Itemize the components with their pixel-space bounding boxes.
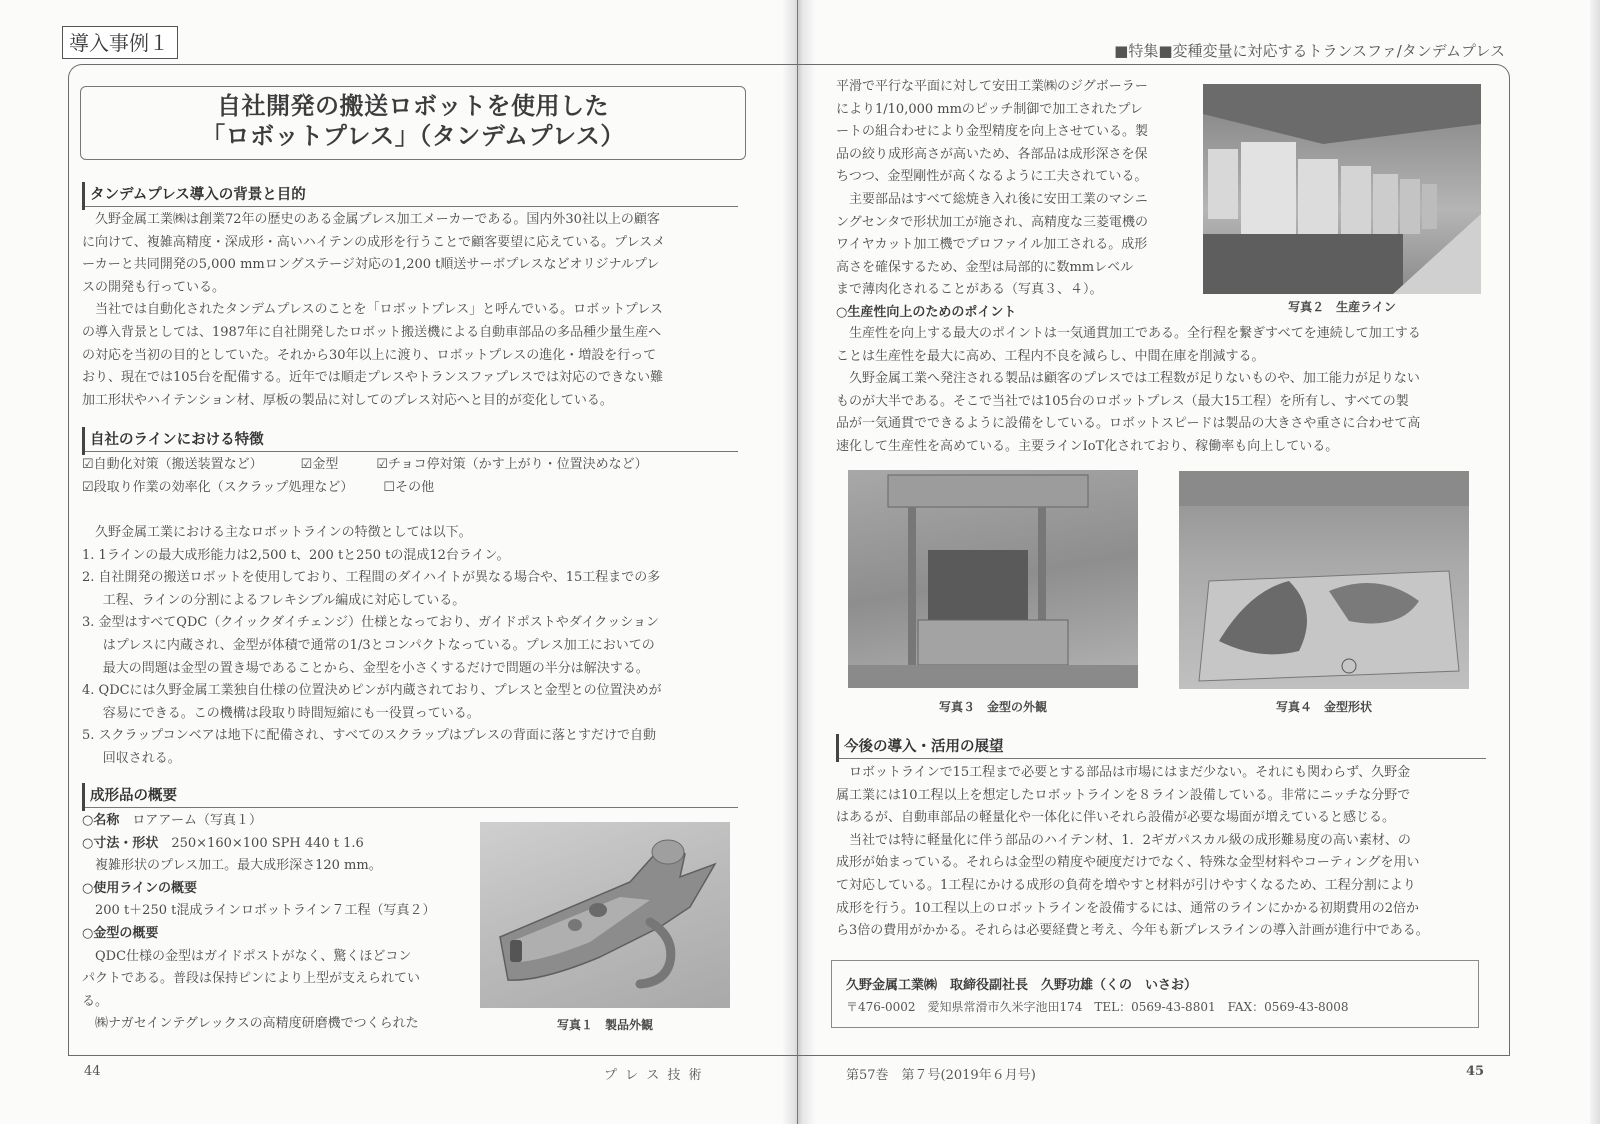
text-line: て対応している。1工程にかける成形の負荷を増やすと材料が引けやすくなるため、工程分割により: [836, 877, 1416, 893]
text-line: ものが大半である。そこで当社では105台のロボットプレス（最大15工程）を所有し、すべての製: [836, 393, 1409, 409]
production-line-illustration: [1203, 84, 1481, 294]
text-line: 生産性を向上する最大のポイントは一気通貫加工である。全行程を繋ぎすべてを連続して加工する: [836, 326, 1421, 341]
text-line: ロボットラインで15工程まで必要とする部品は市場にはまだ少ない。それにも関わらず、久野金: [836, 765, 1411, 780]
author-contact-box: [831, 960, 1479, 1028]
checkbox-checked-icon: ☑: [300, 457, 313, 472]
right-page-number: 45: [1466, 1064, 1485, 1079]
section-heading-outlook: 今後の導入・活用の展望: [836, 736, 1486, 759]
checklist-item: 段取り作業の効率化（スクラップ処理など）: [93, 479, 354, 495]
text-line: 平滑で平行な平面に対して安田工業㈱のジグボーラー: [836, 79, 1148, 94]
photo-1-product: [480, 822, 730, 1008]
page-edge-shadow: [1590, 0, 1600, 1124]
text-line: ーカーと共同開発の5,000 mmロングステージ対応の1,200 t順送サーボプレスなどオリジナルプレ: [82, 257, 660, 273]
photo-1-caption: 写真１ 製品外観: [556, 1018, 653, 1032]
text-line: ㈱ナガセインテグレックスの高精度研磨機でつくられた: [82, 1016, 419, 1032]
text-line: 速化して生産性を高めている。主要ラインIoT化されており、稼働率も向上している。: [836, 438, 1339, 454]
text-line: おり、現在では105台を配備する。近年では順走プレスやトランスファプレスでは対応のできない難: [82, 370, 664, 386]
text-line: 主要部品はすべて総焼き入れ後に安田工業のマシニ: [836, 191, 1148, 207]
photo-3-die-exterior: [848, 470, 1138, 688]
list-item: 2. 自社開発の搬送ロボットを使用しており、工程間のダイハイトが異なる場合や、15工程までの多: [82, 570, 661, 586]
checklist-item: チョコ停対策（かす上がり・位置決めなど）: [388, 457, 648, 472]
text-line: スの開発も行っている。: [82, 279, 226, 295]
die-shape-illustration: [1179, 471, 1469, 689]
text-line: QDC仕様の金型はガイドポストがなく、驚くほどコン: [82, 948, 412, 964]
running-head: ■特集■変種変量に対応するトランスファ/タンデムプレス: [1114, 42, 1505, 60]
list-item: 3. 金型はすべてQDC（クイックダイチェンジ）仕様となっており、ガイドポストやダイクッション: [82, 615, 659, 631]
text-line: 品の絞り成形高さが高いため、各部品は成形深さを保: [836, 146, 1148, 162]
text-line: ら3倍の費用がかかる。それらは必要経費と考え、今年も新プレスラインの導入計画が進行中である。: [836, 923, 1429, 939]
background-paragraph: [82, 209, 732, 412]
list-item-continued: 工程、ラインの分割によるフレキシブル編成に対応している。: [102, 592, 466, 608]
text-line: ちつつ、金型剛性が高くなるように工夫されている。: [836, 169, 1148, 185]
magazine-name: プ レ ス 技 術: [604, 1068, 704, 1083]
text-line: により1/10,000 mmのピッチ制御で加工されたプレ: [836, 101, 1143, 117]
article-title: [80, 86, 746, 160]
text-line: る。: [82, 993, 109, 1009]
text-line: 当社では特に軽量化に伴う部品のハイテン材、1．2ギガパスカル級の成形難易度の高い素材、の: [836, 832, 1411, 848]
section-heading-features: 自社のラインにおける特徴: [82, 429, 738, 452]
list-item: 5. スクラップコンベアは地下に配備され、すべてのスクラップはプレスの背面に落とすだけで自動: [82, 728, 656, 744]
checklist-row-1: [82, 454, 732, 477]
text-line: パクトである。普段は保持ピンにより上型が支えられてい: [82, 971, 421, 987]
text-line: 久野金属工業へ発注される製品は顧客のプレスでは工程数が足りないものや、加工能力が足りない: [836, 371, 1420, 387]
text-line: はあるが、自動車部品の軽量化や一体化に伴いそれら設備が必要な場面が増えていると感じる。: [836, 810, 1396, 826]
features-list: [82, 522, 732, 771]
checklist-item: その他: [395, 479, 435, 495]
productivity-paragraph: [836, 323, 1486, 459]
list-item-continued: 回収される。: [102, 750, 181, 766]
lower-arm-part-illustration: [480, 822, 730, 1008]
checkbox-checked-icon: ☑: [376, 457, 388, 472]
article-title-line-1: 自社開発の搬送ロボットを使用した: [217, 92, 609, 120]
author-name: 久野金属工業㈱ 取締役副社長 久野功雄（くの いさお）: [846, 978, 1198, 993]
text-line: の導入背景としては、1987年に自社開発したロボット搬送機による自動車部品の多品種少量生産へ: [82, 324, 662, 340]
list-item-continued: はプレスに内蔵され、金型が体積で通常の1/3とコンパクトなっている。プレス加工においての: [102, 637, 655, 653]
text-line: の対応を当初の目的としていた。それから30年以上に渡り、ロボットプレスの進化・増設を行って: [82, 347, 657, 363]
text-line: 成形を行う。10工程以上のロボットラインを設備するには、通常のラインにかかる初期費用の2倍か: [836, 900, 1420, 916]
text-line: まで薄肉化されることがある（写真３、４）。: [836, 282, 1103, 298]
checklist-item: 自動化対策（搬送装置など）: [93, 457, 263, 472]
photo-2-caption: 写真２ 生産ライン: [1288, 300, 1396, 314]
die-label: ○金型の概要: [82, 925, 159, 941]
line-value: 200 t＋250 t混成ラインロボットライン７工程（写真２）: [82, 903, 436, 919]
text-line: ワイヤカット加工機でプロファイル加工される。成形: [836, 237, 1148, 253]
continued-paragraph: [836, 76, 1186, 325]
photo-2-production-line: [1203, 84, 1481, 294]
photo-4-caption: 写真４ 金型形状: [1275, 700, 1372, 714]
list-item-continued: 最大の問題は金型の置き場であることから、金型を小さくするだけで問題の半分は解決する。: [102, 660, 649, 676]
productivity-heading: ○生産性向上のためのポイント: [836, 304, 1017, 320]
author-address: 〒476-0002 愛知県常滑市久米字池田174 TEL：0569-43-8801 FAX：0569-43-8008: [846, 1000, 1349, 1014]
text-line: に向けて、複雑高精度・深成形・高いハイテンの成形を行うことで顧客要望に応えている。プレスメ: [82, 234, 666, 250]
size-value: 250×160×100 SPH 440 t 1.6: [171, 835, 364, 851]
photo-3-caption: 写真３ 金型の外観: [938, 700, 1047, 714]
text-line: 久野金属工業㈱は創業72年の歴史のある金属プレス加工メーカーである。国内外30社以上の顧客: [82, 212, 660, 227]
outlook-paragraph: [836, 762, 1486, 943]
text-line: 高さを確保するため、金型は局部的に数mmレベル: [836, 259, 1134, 275]
text-line: ことは生産性を最大に高め、工程内不良を減らし、中間在庫を削減する。: [836, 348, 1265, 364]
feature-checklist: [82, 454, 732, 499]
article-title-line-2: 「ロボットプレス」（タンデムプレス）: [201, 122, 625, 150]
left-page-number: 44: [84, 1064, 101, 1079]
features-intro: 久野金属工業における主なロボットラインの特徴としては以下。: [82, 525, 472, 540]
list-item: 4. QDCには久野金属工業独自仕様の位置決めピンが内蔵されており、プレスと金型との位置決めが: [82, 683, 662, 699]
name-label: ○名称: [82, 813, 120, 828]
product-summary: [82, 810, 477, 1036]
section-heading-product: 成形品の概要: [82, 785, 738, 808]
text-line: ングセンタで形状加工が施され、高精度な三菱電機の: [836, 214, 1149, 230]
text-line: 加工形状やハイテンション材、厚板の製品に対してのプレス対応へと目的が変化している。: [82, 392, 613, 408]
text-line: 属工業には10工程以上を想定したロボットラインを８ライン設備している。非常にニッチな分野で: [836, 787, 1411, 803]
list-item-continued: 容易にできる。この機構は段取り時間短縮にも一役買っている。: [102, 705, 480, 721]
checklist-item: 金型: [312, 457, 339, 472]
case-study-label: 導入事例１: [62, 26, 178, 59]
issue-info: 第57巻 第７号(2019年６月号): [846, 1068, 1036, 1083]
line-label: ○使用ラインの概要: [82, 880, 197, 896]
photo-4-die-shape: [1179, 471, 1469, 689]
text-line: 当社では自動化されたタンデムプレスのことを「ロボットプレス」と呼んでいる。ロボットプレス: [82, 302, 663, 318]
text-line: 品が一気通貫でできるように設備をしている。ロボットスピードは製品の大きさや重さに合わせて高: [836, 416, 1421, 432]
checkbox-empty-icon: ☐: [383, 479, 396, 495]
text-line: 成形が始まっている。それらは金型の精度や硬度だけでなく、特殊な金型材料やコーティングを用い: [836, 855, 1420, 871]
name-value: ロアアーム（写真１）: [132, 813, 262, 828]
die-exterior-illustration: [848, 470, 1138, 688]
text-line: ートの組合わせにより金型精度を向上させている。製: [836, 124, 1149, 140]
checkbox-checked-icon: ☑: [82, 457, 94, 472]
checklist-row-2: [82, 477, 732, 500]
checkbox-checked-icon: ☑: [82, 479, 94, 495]
list-item: 1. 1ラインの最大成形能力は2,500 t、200 tと250 tの混成12台ライン。: [82, 547, 510, 563]
size-label: ○寸法・形状: [82, 835, 159, 851]
section-heading-background: タンデムプレス導入の背景と目的: [82, 184, 738, 207]
size-note: 複雑形状のプレス加工。最大成形深さ120 mm。: [82, 858, 382, 874]
